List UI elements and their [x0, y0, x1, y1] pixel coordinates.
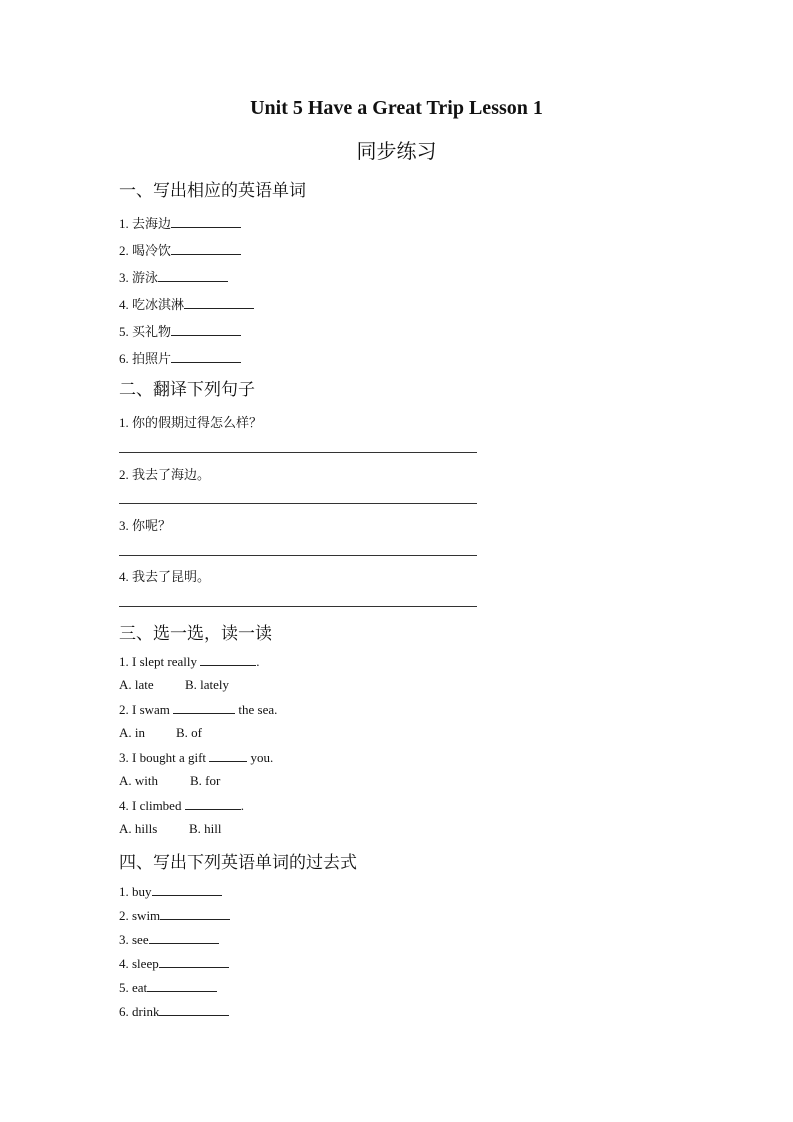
- answer-blank[interactable]: [171, 242, 241, 255]
- answer-blank[interactable]: [159, 1003, 229, 1016]
- sentence-item: 2. 我去了海边。: [119, 467, 211, 482]
- page-subtitle: 同步练习: [356, 139, 437, 163]
- section-1-heading: 一、写出相应的英语单词: [119, 181, 306, 201]
- question-item: 2. I swam the sea.: [119, 702, 278, 717]
- option-a[interactable]: A. hills: [119, 821, 158, 836]
- answer-blank[interactable]: [200, 653, 256, 666]
- answer-blank[interactable]: [152, 883, 222, 896]
- option-b[interactable]: B. for: [190, 773, 221, 788]
- word-item: 6. drink: [119, 1003, 229, 1020]
- answer-blank[interactable]: [171, 350, 241, 363]
- answer-blank[interactable]: [209, 749, 247, 762]
- word-item: 2. swim: [119, 907, 230, 924]
- sentence-item: 1. 你的假期过得怎么样？: [119, 415, 263, 430]
- answer-blank[interactable]: [159, 955, 229, 968]
- answer-blank[interactable]: [158, 269, 228, 282]
- word-item: 4. 吃冰淇淋: [119, 294, 254, 313]
- answer-line[interactable]: [119, 555, 477, 556]
- sentence-item: 4. 我去了昆明。: [119, 569, 211, 584]
- question-item: 4. I climbed .: [119, 798, 244, 813]
- option-row: [119, 677, 154, 693]
- option-a[interactable]: A. in: [119, 725, 145, 740]
- word-item: 3. 游泳: [119, 267, 228, 286]
- answer-blank[interactable]: [149, 931, 219, 944]
- option-b[interactable]: B. hill: [189, 821, 222, 836]
- question-item: 1. I slept really .: [119, 654, 260, 669]
- word-item: 1. 去海边: [119, 213, 241, 232]
- word-item: 2. 喝冷饮: [119, 240, 241, 259]
- word-item: 3. see: [119, 931, 219, 948]
- answer-blank[interactable]: [185, 797, 241, 810]
- option-b[interactable]: B. of: [176, 725, 202, 740]
- word-item: 1. buy: [119, 883, 222, 900]
- answer-line[interactable]: [119, 606, 477, 607]
- word-item: 5. eat: [119, 979, 217, 996]
- question-item: 3. I bought a gift you.: [119, 750, 274, 765]
- option-a[interactable]: A. late: [119, 677, 154, 692]
- section-3-heading: 三、选一选，读一读: [119, 624, 272, 644]
- answer-blank[interactable]: [171, 323, 241, 336]
- option-a[interactable]: A. with: [119, 773, 158, 788]
- answer-blank[interactable]: [173, 701, 235, 714]
- option-b[interactable]: B. lately: [185, 677, 230, 692]
- sentence-item: 3. 你呢？: [119, 518, 172, 533]
- page-title: Unit 5 Have a Great Trip Lesson 1: [250, 97, 543, 119]
- section-2-heading: 二、翻译下列句子: [119, 380, 255, 400]
- answer-blank[interactable]: [147, 979, 217, 992]
- word-item: 6. 拍照片: [119, 348, 241, 367]
- section-4-heading: 四、写出下列英语单词的过去式: [119, 853, 357, 873]
- word-item: 4. sleep: [119, 955, 229, 972]
- answer-line[interactable]: [119, 452, 477, 453]
- answer-line[interactable]: [119, 503, 477, 504]
- word-item: 5. 买礼物: [119, 321, 241, 340]
- answer-blank[interactable]: [160, 907, 230, 920]
- answer-blank[interactable]: [184, 296, 254, 309]
- answer-blank[interactable]: [171, 215, 241, 228]
